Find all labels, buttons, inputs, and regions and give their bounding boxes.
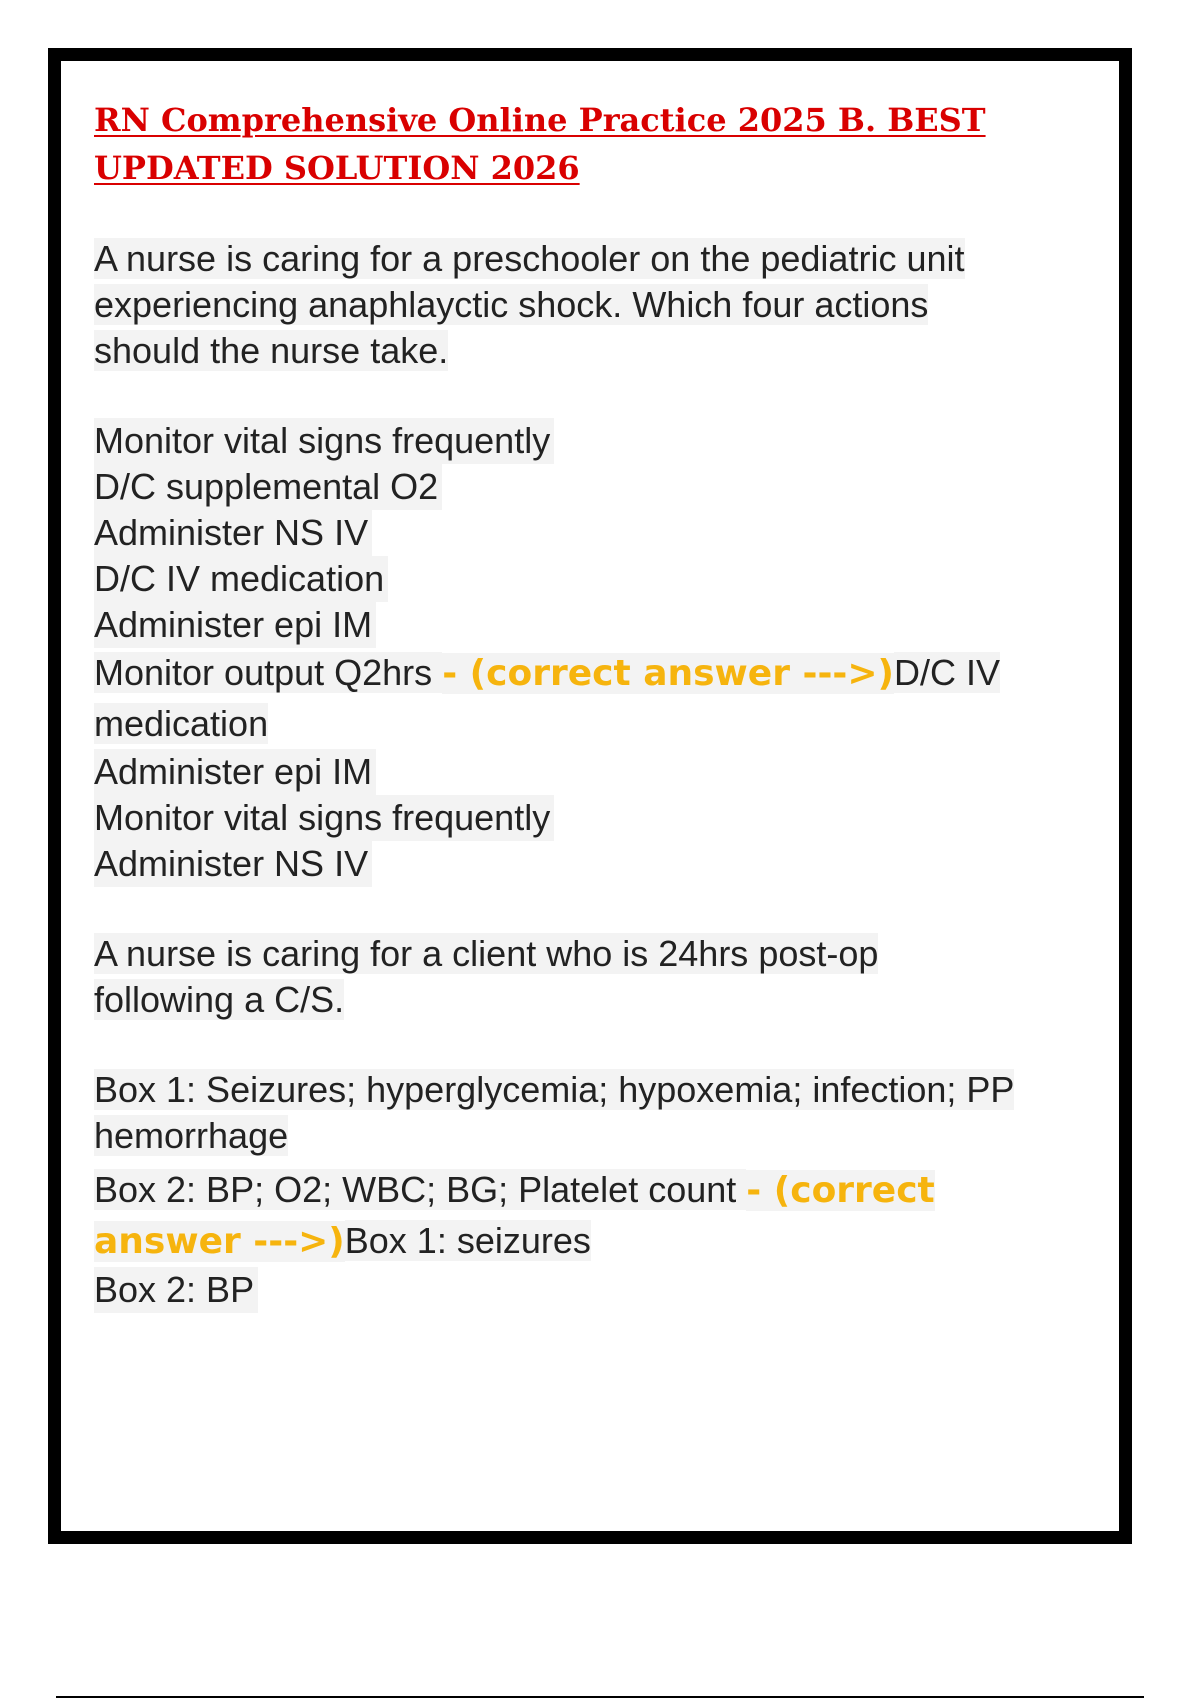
option-item: D/C IV medication bbox=[94, 556, 388, 602]
answer-item: D/C IV medication bbox=[94, 652, 1000, 744]
footer-rule bbox=[56, 1696, 1144, 1698]
answer-item: Administer epi IM bbox=[94, 749, 376, 795]
option-item: Monitor output Q2hrs bbox=[94, 652, 433, 693]
document-title bbox=[94, 96, 1024, 192]
answer-item: Monitor vital signs frequently bbox=[94, 795, 554, 841]
question-1-text: A nurse is caring for a preschooler on the pediatric unit experiencing anaphlayctic shock. Which four actions should the nurse take. bbox=[94, 238, 965, 371]
question-2 bbox=[94, 931, 1024, 1023]
title-line-2: UPDATED SOLUTION 2026 bbox=[94, 149, 580, 187]
question-1 bbox=[94, 236, 1024, 374]
document-body bbox=[94, 96, 1024, 1313]
question-1-options bbox=[94, 418, 1024, 887]
answer-item: Box 1: seizures bbox=[344, 1220, 591, 1261]
answer-item: Administer NS IV bbox=[94, 841, 372, 887]
title-line-1: RN Comprehensive Online Practice 2025 B. BEST bbox=[94, 101, 986, 139]
box-2-options: Box 2: BP; O2; WBC; BG; Platelet count bbox=[94, 1169, 737, 1210]
option-item: Administer epi IM bbox=[94, 602, 376, 648]
option-item: D/C supplemental O2 bbox=[94, 464, 442, 510]
option-item: Administer NS IV bbox=[94, 510, 372, 556]
option-item: Monitor vital signs frequently bbox=[94, 418, 554, 464]
correct-answer-marker: - (correct answer --->) bbox=[442, 653, 894, 694]
question-2-options bbox=[94, 1067, 1024, 1313]
box-2-with-answer bbox=[94, 1165, 1024, 1267]
question-2-text: A nurse is caring for a client who is 24hrs post-op following a C/S. bbox=[94, 933, 879, 1020]
option-with-answer bbox=[94, 648, 1024, 749]
correct-answer-marker: - (correct answer --->) bbox=[94, 1170, 935, 1262]
answer-item: Box 2: BP bbox=[94, 1267, 258, 1313]
box-1-options: Box 1: Seizures; hyperglycemia; hypoxemia; infection; PP hemorrhage bbox=[94, 1069, 1015, 1156]
